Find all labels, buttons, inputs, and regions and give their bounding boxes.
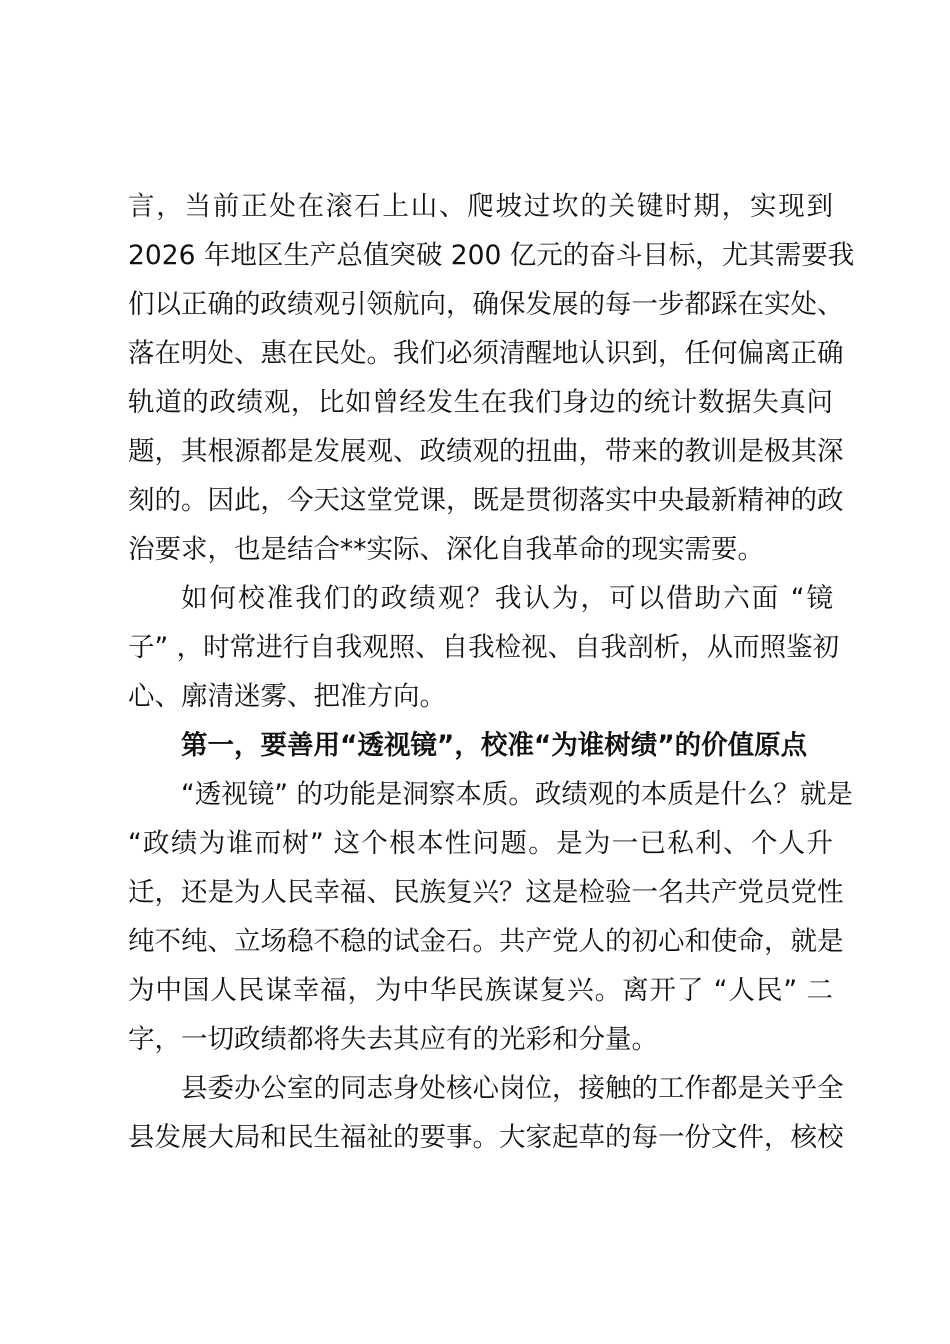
text-line: 如何校准我们的政绩观？我认为，可以借助六面 “镜	[181, 583, 833, 614]
text-line: 子” ，时常进行自我观照、自我检视、自我剖析，从而照鉴初	[128, 632, 840, 663]
text-line: 县委办公室的同志身处核心岗位，接触的工作都是关乎全	[181, 1073, 844, 1104]
paragraph-county-office	[128, 1064, 844, 1162]
paragraph-context	[128, 182, 855, 574]
text-line: 心、廓清迷雾、把准方向。	[128, 681, 446, 712]
heading-line: 第一，要善用“透视镜”，校准“为谁树绩”的价值原点	[181, 730, 808, 761]
text-line: 2026 年地区生产总值突破 200 亿元的奋斗目标，尤其需要我	[128, 240, 855, 271]
text-line: 治要求，也是结合**实际、深化自我革命的现实需要。	[128, 534, 764, 565]
text-line: 刻的。因此，今天这堂党课，既是贯彻落实中央最新精神的政	[128, 485, 844, 516]
document-page	[128, 182, 855, 1162]
text-line: 迁，还是为人民幸福、民族复兴？这是检验一名共产党员党性	[128, 877, 844, 908]
text-line: 们以正确的政绩观引领航向，确保发展的每一步都踩在实处、	[128, 289, 844, 320]
paragraph-six-mirrors	[128, 574, 840, 721]
text-line: 县发展大局和民生福祉的要事。大家起草的每一份文件，核校	[128, 1122, 844, 1153]
text-line: 轨道的政绩观，比如曾经发生在我们身边的统计数据失真问	[128, 387, 833, 418]
text-line: 落在明处、惠在民处。我们必须清醒地认识到，任何偏离正确	[128, 338, 844, 369]
text-line: 言，当前正处在滚石上山、爬坡过坎的关键时期，实现到	[128, 191, 833, 222]
text-line: 纯不纯、立场稳不稳的试金石。共产党人的初心和使命，就是	[128, 926, 844, 957]
section-heading	[128, 721, 833, 770]
text-line: 字，一切政绩都将失去其应有的光彩和分量。	[128, 1024, 658, 1055]
text-line: 为中国人民谋幸福，为中华民族谋复兴。离开了 “人民” 二	[128, 975, 833, 1006]
text-line: “透视镜” 的功能是洞察本质。政绩观的本质是什么？就是	[181, 779, 853, 810]
text-line: “政绩为谁而树” 这个根本性问题。是为一已私利、个人升	[128, 828, 833, 859]
text-line: 题，其根源都是发展观、政绩观的扭曲，带来的教训是极其深	[128, 436, 844, 467]
paragraph-perspective-mirror	[128, 770, 853, 1064]
